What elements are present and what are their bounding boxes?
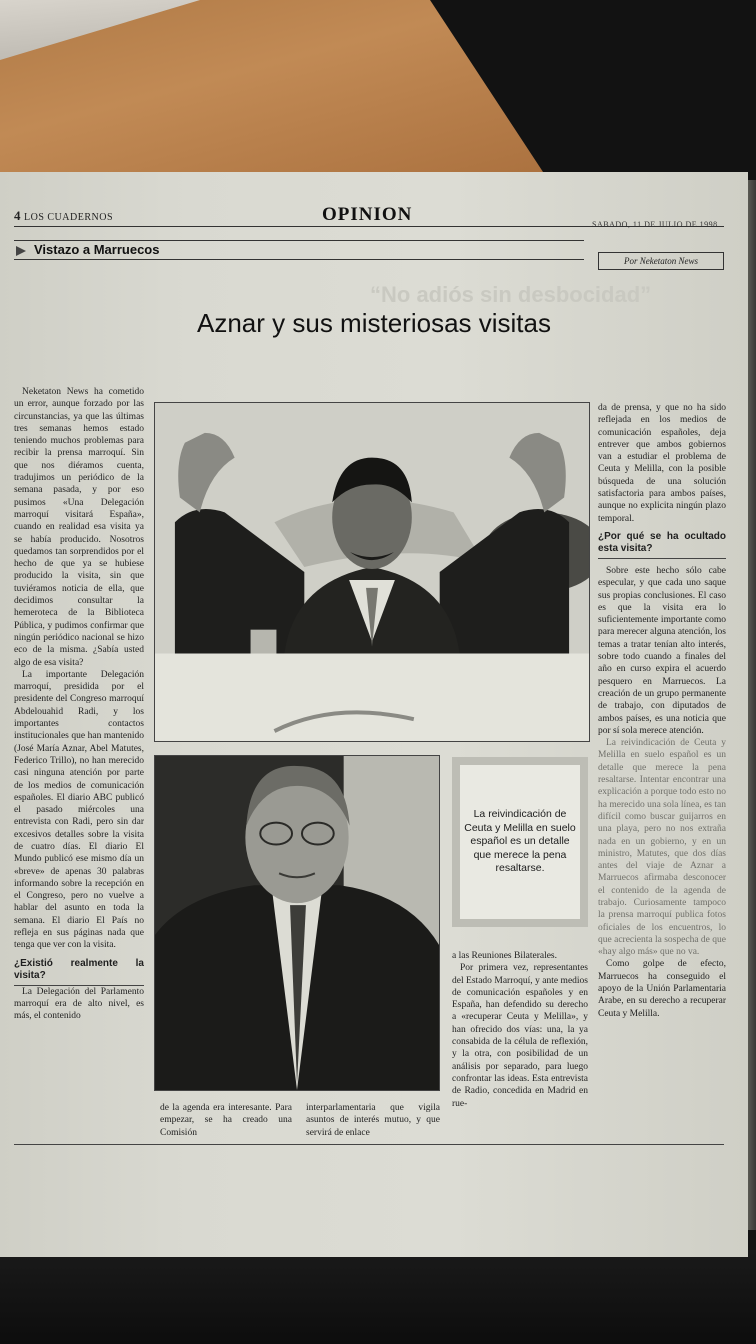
section-title: OPINION [322,204,413,225]
page-number: 4 [14,208,21,223]
paragraph: La Delegación del Parlamento marroquí era de alto nivel, es más, el contenido [14,986,144,1022]
byline-box: Por Neketaton News [598,252,724,270]
paragraph: Por primera vez, representantes del Estado Marroquí, y ante medios de comunicación españoles y en España, han defendido su derecho a «recuperar Ceuta y Melilla», y han ofrecido dos vías: una, la ya consabida de la célula de reflexión, y la otra, con posibilidad de un análisis por separado, para luego confrontar las ideas. Esta entrevista de Radio, concedida en Madrid en rue- [452,963,588,1109]
paragraph: Como golpe de efecto, Marruecos ha conseguido el apoyo de la Unión Parlamentaria Arabe, en su derecho a recuperar Ceuta y Melilla. [598,959,726,1019]
article-column-2b: interparlamentaria que vigila asuntos de interés mutuo, y que servirá de enlace [306,1103,440,1138]
subheading: ¿Existió realmente la visita? [14,958,144,986]
article-column-4 [598,402,726,1134]
article-column-2a: de la agenda era interesante. Para empezar, se ha creado una Comisión [160,1103,292,1138]
floor-shadow [0,1250,756,1344]
issue-date: SABADO, 11 DE JULIO DE 1998 [592,220,718,229]
section-strip [14,240,724,270]
pull-quote [452,757,588,927]
header-rule [14,226,724,227]
paragraph: La importante Delegación marroquí, presidida por el presidente del Congreso marroquí Abdelouahid Radi, y los importantes contactos institucionales que han mantenido (José María Aznar, Abel Matutes, Federico Trillo), no han merecido casi ninguna atención por parte de los medios de comunicación españoles. El diario ABC publicó el pasado miércoles una entrevista con Radi, pero sin dar excesivos detalles sobre la visita de cuatro días. El diario El Mundo publicó ese mismo día un «breve» de apenas 30 palabras informando sobre la recepción en el Congreso, pero no vuelve a hablar del asunto en toda la semana. El diario El País no refleja en sus páginas nada que tenga que ver con la visita. [14,669,144,951]
subheading: ¿Por qué se ha ocultado esta visita? [598,531,726,559]
publication-name: LOS CUADERNOS [24,212,114,223]
pull-quote-text: La reivindicación de Ceuta y Melilla en suelo español es un detalle que merece la pena resaltarse. [460,765,580,919]
article-column-1 [14,386,144,1248]
photo-aznar [154,402,590,742]
photo-radi [154,755,440,1091]
newspaper-page [0,172,748,1257]
headline: Aznar y sus misteriosas visitas [197,308,551,338]
show-through-text: “No adiós sin desbocidad” [370,282,652,307]
paragraph: da de prensa, y que no ha sido reflejada en los medios de comunicación españoles, deja entrever que ambos gobiernos van a estudiar el problema de Ceuta y Melilla, con la posible búsqueda de una solución satisfactoria para ambos países, aunque no explicita ningún plazo temporal. [598,403,726,524]
arrow-icon [16,246,26,256]
paragraph: Sobre este hecho sólo cabe especular, y que cada uno saque sus propias conclusiones. El caso es que la visita era lo suficientemente importante como para merecer alguna atención, los temas a tratar tenían alto interés, sobre todo cuando a finales del año en curso expira el acuerdo pesquero en Marruecos. La creación de un grupo permanente de trabajo, con diputados de ambos países, es una noticia que por sí sola merece atención. [598,565,726,736]
article-column-3 [452,950,588,1170]
folio [14,208,113,224]
paragraph: La reivindicación de Ceuta y Melilla en suelo español es un detalle que merece la pena resaltarse. Intentar encontrar una explicación a porque todo esto no ha merecido una sola línea, es tan difícil como buscar guijarros en una playa, pero no nos extraña nada en un gobierno, y en un ministro, Matutes, que dos días antes del viaje de Aznar a Marruecos afirmaba desconocer el contenido de la agenda de trabajo. Curiosamente tampoco la prensa marroquí publica fotos oficiales de los encuentros, lo que acrecienta la sospecha de que «hay algo más» que no va. [598,738,726,958]
footer-rule [14,1144,724,1145]
paragraph: Neketaton News ha cometido un error, aunque forzado por las circunstancias, ya que las últimas tres semanas hemos estado teniendo muchos problemas para recibir la prensa marroquí. Sin que nos diéramos cuenta, tradujimos un periódico de la semana pasada, y por eso pusimos «Una Delegación marroquí visitará España», cuando en realidad esa visita ya se había producido. Nosotros quedamos tan sorprendidos por el hecho de que ya se hubiese producido la visita, sin que tuviéramos noticia de ella, que decidimos consultar la hemeroteca de la Biblioteca Pública, y pudimos confirmar que ningún periódico nacional se hizo eco de la misma. ¿Sabía usted algo de esa visita? [14,387,144,668]
paragraph: a las Reuniones Bilaterales. [452,951,557,961]
strip-kicker: Vistazo a Marruecos [34,242,160,257]
